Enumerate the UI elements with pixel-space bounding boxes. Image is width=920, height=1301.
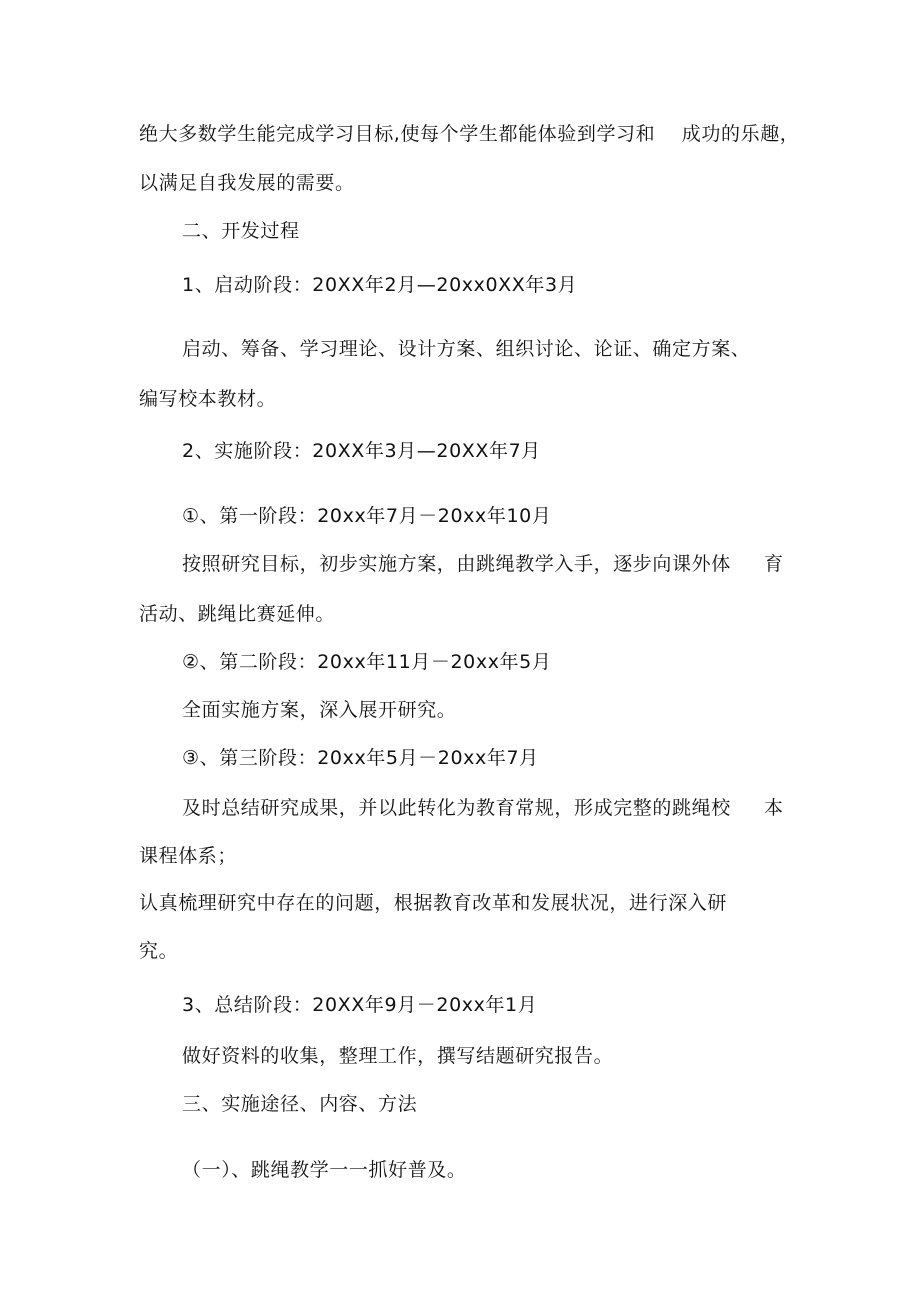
stage-heading: 1、启动阶段：20XX年2月—20xx0XX年3月 xyxy=(182,274,578,296)
paragraph-line: 究。 xyxy=(139,940,179,962)
paragraph-line: 绝大多数学生能完成学习目标,使每个学生都能体验到学习和 成功的乐趣， xyxy=(139,123,800,145)
paragraph-line: 按照研究目标，初步实施方案，由跳绳教学入手，逐步向课外体 育 xyxy=(182,553,784,575)
paragraph-line: 做好资料的收集，整理工作，撰写结题研究报告。 xyxy=(182,1045,614,1067)
sub-stage-heading: ②、第二阶段：20xx年11月－20xx年5月 xyxy=(182,651,552,673)
stage-heading: 2、实施阶段：20XX年3月—20XX年7月 xyxy=(182,440,541,462)
sub-section-heading: （一）、跳绳教学一一抓好普及。 xyxy=(182,1159,467,1181)
sub-stage-heading: ①、第一阶段：20xx年7月－20xx年10月 xyxy=(182,505,552,527)
paragraph-line: 以满足自我发展的需要。 xyxy=(139,172,355,194)
paragraph-line: 全面实施方案，深入展开研究。 xyxy=(182,699,457,721)
paragraph-line: 认真梳理研究中存在的问题，根据教育改革和发展状况，进行深入研 xyxy=(139,892,728,914)
section-heading: 二、开发过程 xyxy=(182,220,300,242)
paragraph-line: 及时总结研究成果，并以此转化为教育常规，形成完整的跳绳校 本 xyxy=(182,797,784,819)
paragraph-line: 课程体系； xyxy=(139,845,238,867)
stage-heading: 3、总结阶段：20XX年9月－20xx年1月 xyxy=(182,994,538,1016)
paragraph-line: 启动、筹备、学习理论、设计方案、组织讨论、论证、确定方案、 xyxy=(182,338,751,360)
paragraph-line: 活动、跳绳比赛延伸。 xyxy=(139,603,336,625)
paragraph-line: 编写校本教材。 xyxy=(139,388,277,410)
sub-stage-heading: ③、第三阶段：20xx年5月－20xx年7月 xyxy=(182,747,539,769)
section-heading: 三、实施途径、内容、方法 xyxy=(182,1093,418,1115)
